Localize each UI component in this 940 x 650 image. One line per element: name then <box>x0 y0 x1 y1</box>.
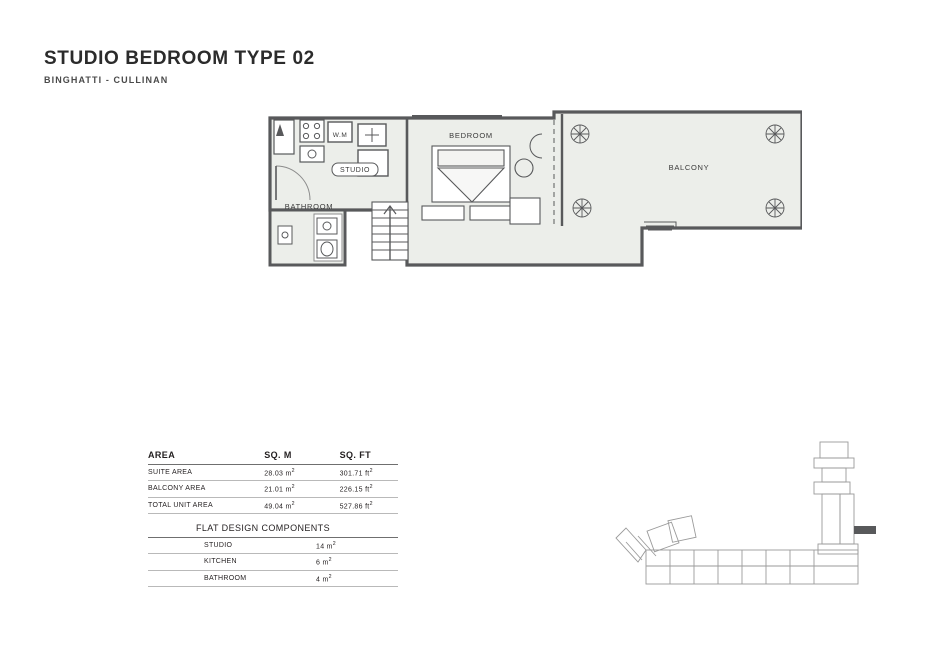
components-title: FLAT DESIGN COMPONENTS <box>148 523 398 538</box>
page-header <box>44 48 315 85</box>
table-row <box>148 465 398 481</box>
page-title: STUDIO BEDROOM TYPE 02 <box>44 48 315 69</box>
component-label: BATHROOM <box>148 570 316 586</box>
row-sqft: 527.86 $ft^2$ <box>340 497 398 513</box>
row-label: TOTAL UNIT AREA <box>148 497 264 513</box>
component-label: KITCHEN <box>148 554 316 570</box>
row-sqm: 49.04 $m^2$ <box>264 497 339 513</box>
lbl-bedroom: BEDROOM <box>449 131 493 140</box>
row-sqft: 226.15 $ft^2$ <box>340 481 398 497</box>
lbl-bathroom: BATHROOM <box>284 202 334 211</box>
col-header-area: AREA <box>148 448 264 465</box>
table-row <box>148 538 398 554</box>
row-sqft: 301.71 $ft^2$ <box>340 465 398 481</box>
lbl-wm: W.M <box>332 132 348 139</box>
table-row <box>148 554 398 570</box>
area-table-header <box>148 448 398 465</box>
row-label: BALCONY AREA <box>148 481 264 497</box>
highlighted-unit <box>854 526 876 534</box>
area-schedule <box>148 448 398 587</box>
row-sqm: 21.01 $m^2$ <box>264 481 339 497</box>
area-table <box>148 448 398 514</box>
key-plan <box>608 432 878 592</box>
page-subtitle: BINGHATTI - CULLINAN <box>44 75 169 85</box>
col-header-sqm: SQ. M <box>264 448 339 465</box>
component-value: 4 $m^2$ <box>316 570 398 586</box>
row-sqm: 28.03 $m^2$ <box>264 465 339 481</box>
components-table <box>148 538 398 587</box>
component-value: 6 $m^2$ <box>316 554 398 570</box>
table-row <box>148 570 398 586</box>
col-header-sqft: SQ. FT <box>340 448 398 465</box>
table-row <box>148 481 398 497</box>
table-row <box>148 497 398 513</box>
lbl-studio: STUDIO <box>339 167 371 174</box>
floor-plan <box>262 110 802 275</box>
row-label: SUITE AREA <box>148 465 264 481</box>
component-value: 14 $m^2$ <box>316 538 398 554</box>
component-label: STUDIO <box>148 538 316 554</box>
lbl-balcony: BALCONY <box>668 163 710 172</box>
